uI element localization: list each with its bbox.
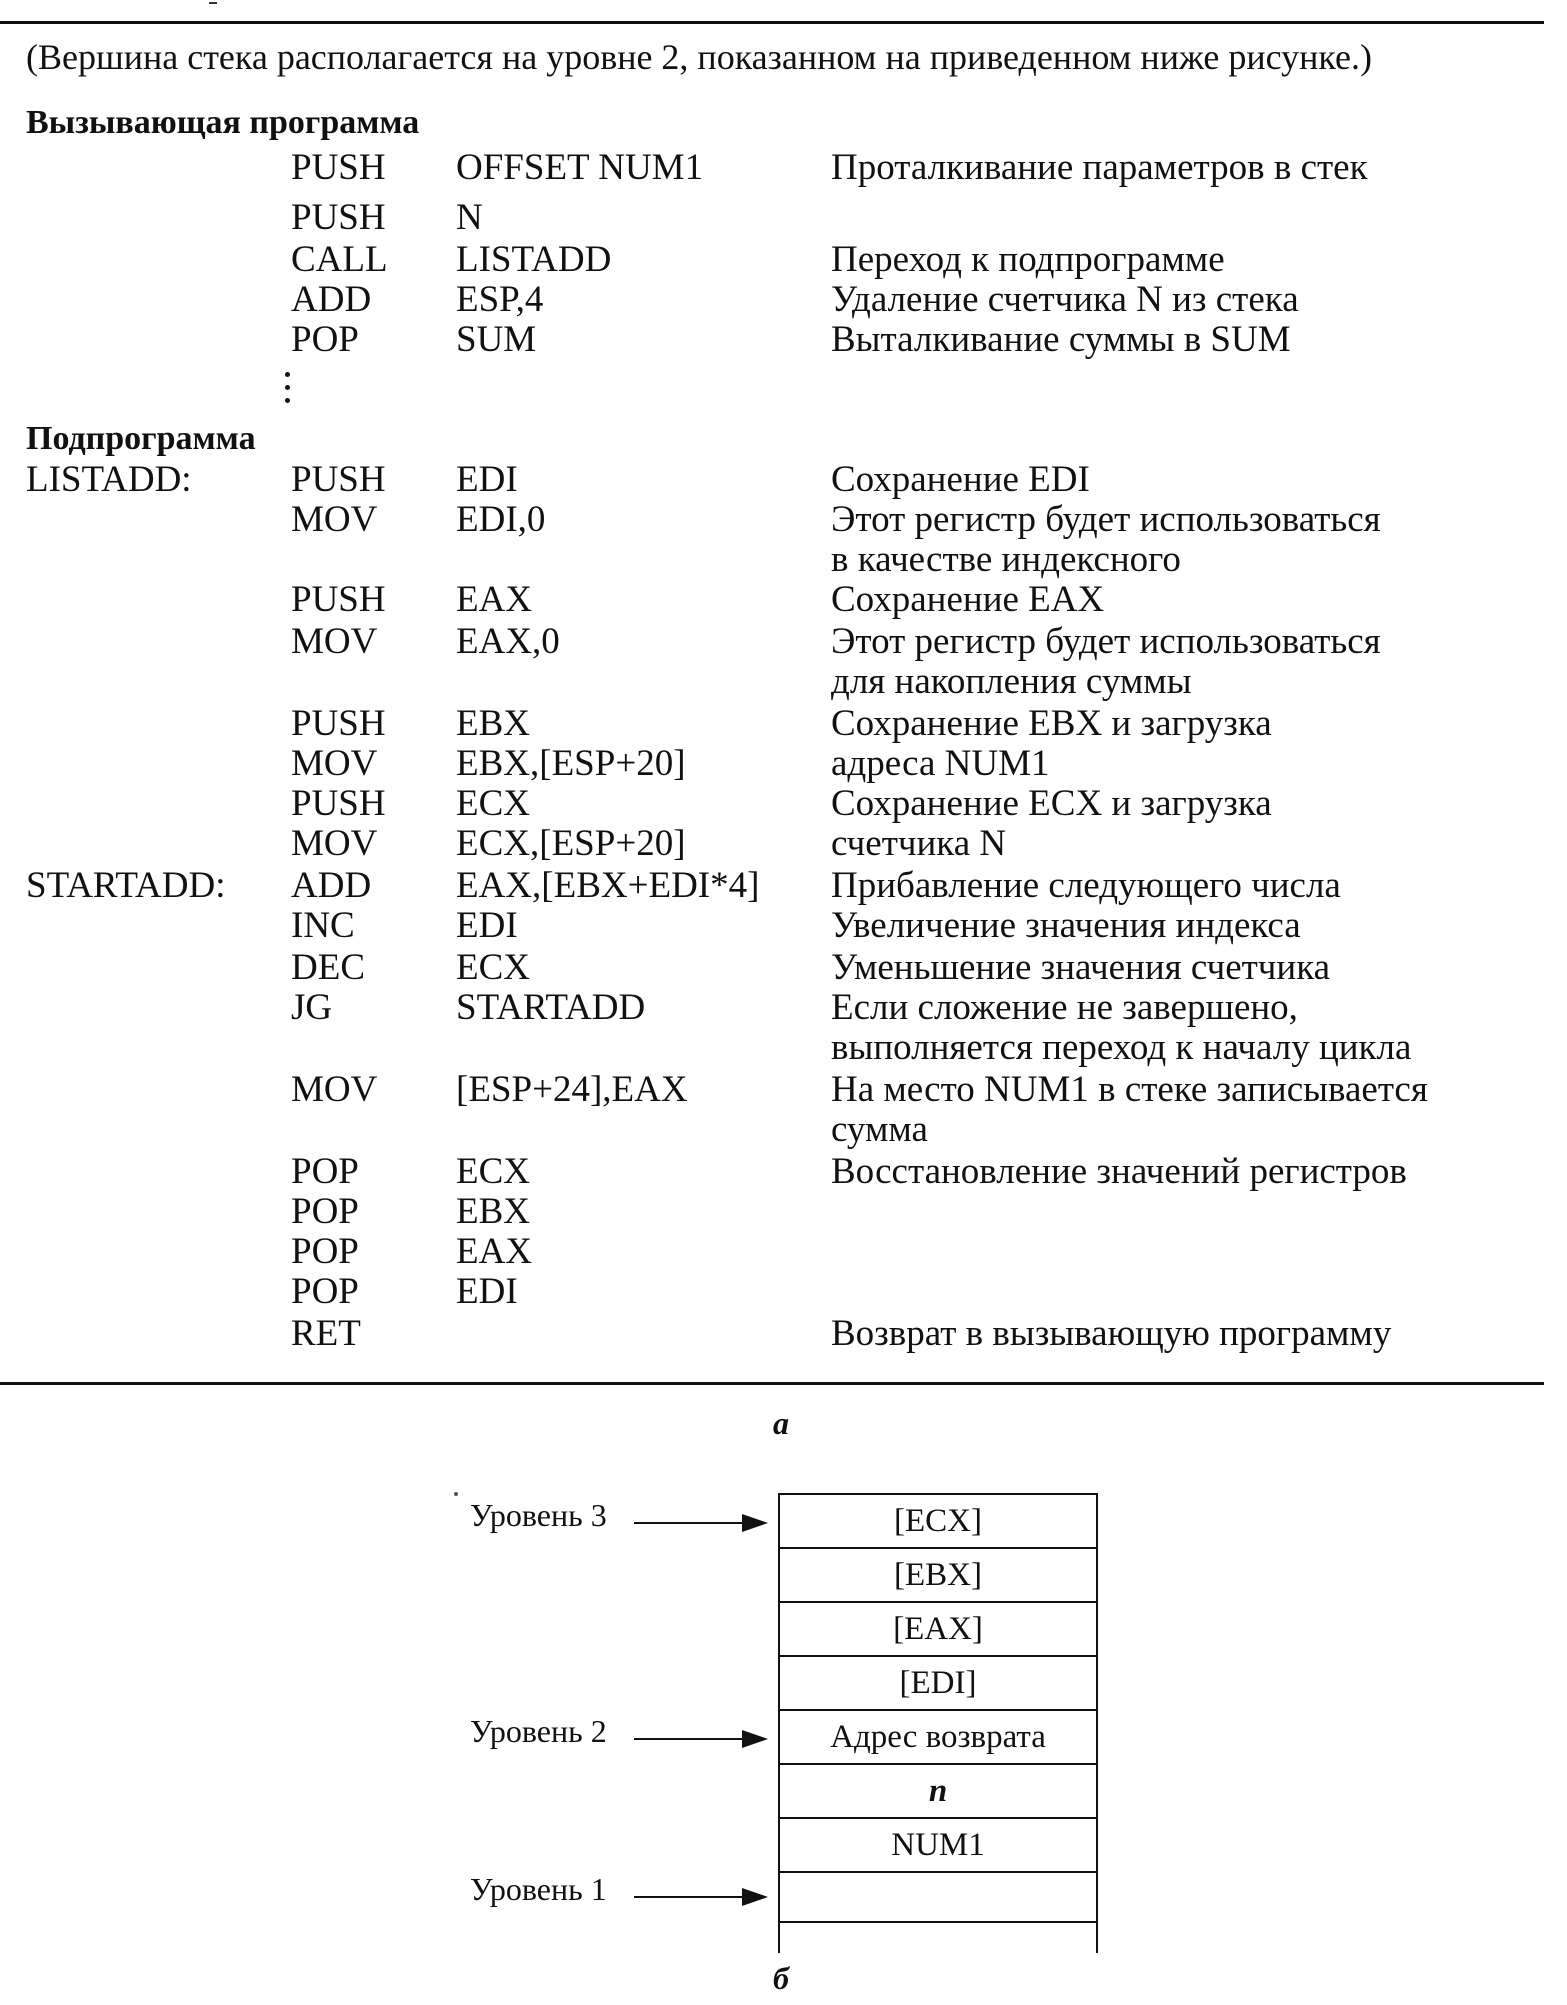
operand: EBX — [456, 703, 530, 744]
stack-cell: [ECX] — [778, 1493, 1098, 1547]
operand: EDI,0 — [456, 499, 546, 540]
operand: ECX,[ESP+20] — [456, 823, 686, 864]
comment: Удаление счетчика N из стека — [831, 279, 1299, 320]
opcode: MOV — [291, 1069, 378, 1110]
comment: Если сложение не завершено, — [831, 987, 1298, 1028]
opcode: PUSH — [291, 783, 386, 824]
operand: N — [456, 197, 483, 238]
code-label: STARTADD: — [26, 865, 226, 906]
operand: OFFSET NUM1 — [456, 147, 704, 188]
scan-mark — [209, 2, 217, 4]
subroutine-heading: Подпрограмма — [26, 420, 256, 457]
operand: EBX,[ESP+20] — [456, 743, 686, 784]
ellipsis-vertical-icon — [285, 372, 291, 411]
opcode: DEC — [291, 947, 365, 988]
comment: Этот регистр будет использоваться — [831, 499, 1381, 540]
comment: Этот регистр будет использоваться — [831, 621, 1381, 662]
opcode: MOV — [291, 621, 378, 662]
stack-cell: [EBX] — [778, 1547, 1098, 1601]
level-1-label: Уровень 1 — [470, 1871, 607, 1907]
bottom-rule — [0, 1382, 1544, 1385]
stack-open-side-left — [778, 1923, 780, 1953]
operand: ECX — [456, 783, 530, 824]
comment-continuation: в качестве индексного — [831, 539, 1181, 580]
opcode: POP — [291, 1151, 359, 1192]
opcode: MOV — [291, 499, 378, 540]
operand: ECX — [456, 947, 530, 988]
stack-cell — [778, 1871, 1098, 1925]
operand: EBX — [456, 1191, 530, 1232]
opcode: CALL — [291, 239, 388, 280]
operand: EDI — [456, 1271, 518, 1312]
opcode: INC — [291, 905, 355, 946]
operand: EDI — [456, 905, 518, 946]
comment: Переход к подпрограмме — [831, 239, 1225, 280]
comment: Сохранение ECX и загрузка — [831, 783, 1272, 824]
opcode: JG — [291, 987, 333, 1028]
comment: счетчика N — [831, 823, 1007, 864]
opcode: ADD — [291, 865, 372, 906]
comment: Проталкивание параметров в стек — [831, 147, 1368, 188]
stack-cell: [EAX] — [778, 1601, 1098, 1655]
operand: ECX — [456, 1151, 530, 1192]
opcode: RET — [291, 1313, 361, 1354]
level-2-label: Уровень 2 — [470, 1713, 607, 1749]
top-rule — [0, 21, 1544, 24]
opcode: ADD — [291, 279, 372, 320]
comment: адреса NUM1 — [831, 743, 1050, 784]
comment: Сохранение EDI — [831, 459, 1090, 500]
stack-divider — [778, 1921, 1098, 1923]
level-3-label: Уровень 3 — [470, 1497, 607, 1533]
comment: Уменьшение значения счетчика — [831, 947, 1331, 988]
arrow-right-icon — [634, 1896, 764, 1898]
figure-caption-a: а — [773, 1405, 789, 1441]
opcode: POP — [291, 1191, 359, 1232]
operand: EAX,[EBX+EDI*4] — [456, 865, 760, 906]
comment: Восстановление значений регистров — [831, 1151, 1407, 1192]
stack-cell: Адрес возврата — [778, 1709, 1098, 1763]
print-speck — [454, 1492, 458, 1496]
intro-note: (Вершина стека располагается на уровне 2, показанном на приведенном ниже рисунке.) — [26, 37, 1372, 77]
operand: ESP,4 — [456, 279, 544, 320]
opcode: PUSH — [291, 459, 386, 500]
comment: Увеличение значения индекса — [831, 905, 1301, 946]
stack-cell: NUM1 — [778, 1817, 1098, 1871]
figure-caption-b: б — [773, 1960, 789, 1996]
operand: STARTADD — [456, 987, 646, 1028]
comment: Прибавление следующего числа — [831, 865, 1341, 906]
code-label: LISTADD: — [26, 459, 192, 500]
arrow-right-icon — [634, 1522, 764, 1524]
comment: Сохранение EAX — [831, 579, 1105, 620]
comment: Сохранение EBX и загрузка — [831, 703, 1272, 744]
operand: EAX — [456, 1231, 533, 1272]
operand: EAX,0 — [456, 621, 560, 662]
operand: LISTADD — [456, 239, 612, 280]
comment-continuation: сумма — [831, 1109, 928, 1150]
opcode: MOV — [291, 743, 378, 784]
opcode: PUSH — [291, 703, 386, 744]
comment: На место NUM1 в стеке записывается — [831, 1069, 1428, 1110]
comment-continuation: для накопления суммы — [831, 661, 1192, 702]
stack-open-side-right — [1096, 1923, 1098, 1953]
opcode: POP — [291, 1271, 359, 1312]
opcode: POP — [291, 1231, 359, 1272]
opcode: PUSH — [291, 579, 386, 620]
opcode: MOV — [291, 823, 378, 864]
operand: SUM — [456, 319, 537, 360]
arrow-right-icon — [634, 1738, 764, 1740]
stack-cell: n — [778, 1763, 1098, 1817]
opcode: PUSH — [291, 197, 386, 238]
opcode: POP — [291, 319, 359, 360]
operand: [ESP+24],EAX — [456, 1069, 688, 1110]
comment: Возврат в вызывающую программу — [831, 1313, 1392, 1354]
comment: Выталкивание суммы в SUM — [831, 319, 1291, 360]
caller-heading: Вызывающая программа — [26, 104, 420, 141]
stack-cell: [EDI] — [778, 1655, 1098, 1709]
operand: EAX — [456, 579, 533, 620]
operand: EDI — [456, 459, 518, 500]
comment-continuation: выполняется переход к началу цикла — [831, 1027, 1412, 1068]
opcode: PUSH — [291, 147, 386, 188]
